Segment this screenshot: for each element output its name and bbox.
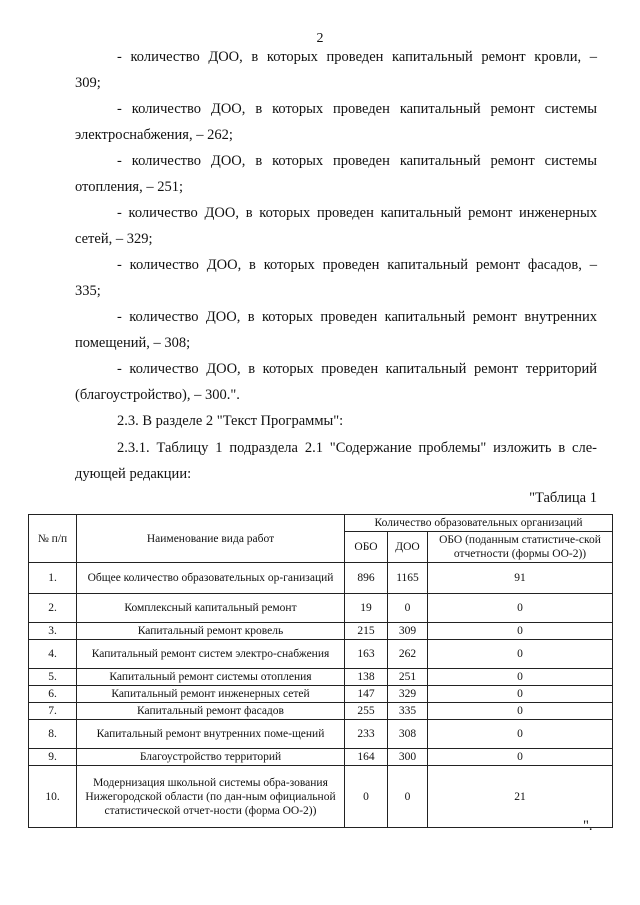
- table-row: [29, 669, 613, 686]
- cell-n: 9.: [29, 749, 77, 766]
- table-row: [29, 749, 613, 766]
- paragraph-line-2: 309;: [75, 75, 101, 91]
- cell-obo: 164: [345, 749, 388, 766]
- cell-doo: 1165: [388, 563, 428, 594]
- paragraph: [75, 304, 597, 356]
- cell-n: 10.: [29, 766, 77, 828]
- cell-name: Капитальный ремонт системы отопления: [77, 669, 345, 686]
- cell-doo: 262: [388, 640, 428, 669]
- table-row: [29, 623, 613, 640]
- cell-obo: 896: [345, 563, 388, 594]
- cell-n: 3.: [29, 623, 77, 640]
- paragraph: [75, 252, 597, 304]
- cell-doo: 0: [388, 766, 428, 828]
- paragraph-line-2: электроснабжения, – 262;: [75, 127, 233, 143]
- paragraph-line-1: - количество ДОО, в которых проведен капитальный ремонт территорий: [117, 361, 597, 377]
- paragraph-line-1: - количество ДОО, в которых проведен капитальный ремонт кровли, –: [117, 49, 597, 65]
- paragraph-line-2: сетей, – 329;: [75, 231, 153, 247]
- paragraph: [75, 356, 597, 408]
- table-row: [29, 594, 613, 623]
- cell-doo: 308: [388, 720, 428, 749]
- cell-name: Общее количество образовательных ор-ганизаций: [77, 563, 345, 594]
- cell-name: Благоустройство территорий: [77, 749, 345, 766]
- cell-obo: 147: [345, 686, 388, 703]
- cell-n: 2.: [29, 594, 77, 623]
- cell-doo: 329: [388, 686, 428, 703]
- closing-quote: ".: [583, 818, 593, 834]
- cell-n: 5.: [29, 669, 77, 686]
- cell-name: Модернизация школьной системы обра-зования Нижегородской области (по дан-ным официальной статистической отчет-ности (форма ОО-2)): [77, 766, 345, 828]
- table-row: [29, 720, 613, 749]
- cell-n: 4.: [29, 640, 77, 669]
- header-num: № п/п: [29, 515, 77, 563]
- paragraph-line-1: - количество ДОО, в которых проведен капитальный ремонт системы: [117, 153, 597, 169]
- table-row: [29, 703, 613, 720]
- cell-name: Капитальный ремонт внутренних поме-щений: [77, 720, 345, 749]
- cell-obo: 0: [345, 766, 388, 828]
- paragraph: [75, 96, 597, 148]
- cell-oo2: 0: [428, 594, 613, 623]
- paragraph: [75, 435, 597, 487]
- paragraph-line-1: - количество ДОО, в которых проведен капитальный ремонт фасадов, –: [117, 257, 597, 273]
- cell-oo2: 21: [428, 766, 613, 828]
- cell-oo2: 0: [428, 749, 613, 766]
- table-row: [29, 563, 613, 594]
- paragraph: [75, 200, 597, 252]
- table-row: [29, 640, 613, 669]
- cell-obo: 215: [345, 623, 388, 640]
- cell-oo2: 91: [428, 563, 613, 594]
- cell-n: 7.: [29, 703, 77, 720]
- cell-doo: 300: [388, 749, 428, 766]
- table-caption: "Таблица 1: [529, 490, 597, 506]
- cell-obo: 255: [345, 703, 388, 720]
- header-name: Наименование вида работ: [77, 515, 345, 563]
- cell-obo: 233: [345, 720, 388, 749]
- works-table: [28, 514, 613, 828]
- cell-oo2: 0: [428, 669, 613, 686]
- cell-name: Комплексный капитальный ремонт: [77, 594, 345, 623]
- cell-oo2: 0: [428, 703, 613, 720]
- table-row: [29, 686, 613, 703]
- paragraph-line-1: - количество ДОО, в которых проведен капитальный ремонт системы: [117, 101, 597, 117]
- cell-doo: 335: [388, 703, 428, 720]
- cell-oo2: 0: [428, 686, 613, 703]
- header-obo: ОБО: [345, 532, 388, 563]
- cell-name: Капитальный ремонт инженерных сетей: [77, 686, 345, 703]
- cell-n: 6.: [29, 686, 77, 703]
- header-group: Количество образовательных организаций: [345, 515, 613, 532]
- paragraph-line-1: - количество ДОО, в которых проведен капитальный ремонт внутренних: [117, 309, 597, 325]
- cell-name: Капитальный ремонт фасадов: [77, 703, 345, 720]
- header-doo: ДОО: [388, 532, 428, 563]
- cell-n: 1.: [29, 563, 77, 594]
- paragraph: [75, 44, 597, 96]
- paragraph-line-1: 2.3.1. Таблицу 1 подраздела 2.1 "Содержание проблемы" изложить в сле-: [117, 440, 597, 456]
- cell-obo: 163: [345, 640, 388, 669]
- cell-n: 8.: [29, 720, 77, 749]
- cell-doo: 309: [388, 623, 428, 640]
- paragraph-line-1: 2.3. В разделе 2 "Текст Программы":: [117, 413, 344, 429]
- paragraph: [75, 148, 597, 200]
- cell-doo: 0: [388, 594, 428, 623]
- header-oo2: ОБО (поданным статистиче-ской отчетности (формы ОО-2)): [428, 532, 613, 563]
- paragraph-line-2: отопления, – 251;: [75, 179, 183, 195]
- cell-name: Капитальный ремонт кровель: [77, 623, 345, 640]
- cell-oo2: 0: [428, 640, 613, 669]
- cell-name: Капитальный ремонт систем электро-снабжения: [77, 640, 345, 669]
- table-row: [29, 766, 613, 828]
- paragraph-line-2: 335;: [75, 283, 101, 299]
- cell-obo: 138: [345, 669, 388, 686]
- cell-obo: 19: [345, 594, 388, 623]
- page-number: 2: [316, 31, 324, 46]
- paragraph: [75, 408, 597, 434]
- paragraph-line-1: - количество ДОО, в которых проведен капитальный ремонт инженерных: [117, 205, 597, 221]
- cell-oo2: 0: [428, 623, 613, 640]
- paragraph-line-2: (благоустройство), – 300.".: [75, 387, 240, 403]
- cell-doo: 251: [388, 669, 428, 686]
- cell-oo2: 0: [428, 720, 613, 749]
- paragraph-line-2: помещений, – 308;: [75, 335, 191, 351]
- paragraph-line-2: дующей редакции:: [75, 466, 192, 482]
